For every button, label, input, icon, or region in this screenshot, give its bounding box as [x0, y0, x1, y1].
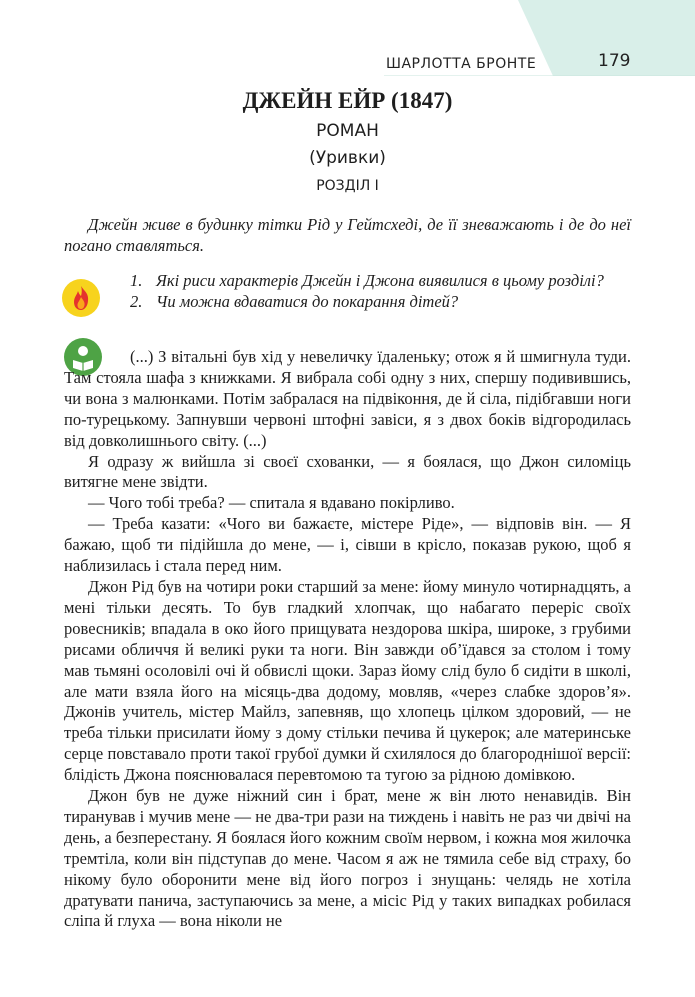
paragraph: Джон був не дуже ніжний син і брат, мене ж він люто ненавидів. Він тиранував і мучив мене — не два-три рази на тиждень і навіть не раз чи двічі на день, а безперестану. Я боялася його кожним своїм нервом, і кожна моя жилочка тремтіла, коли він підступав до мене. Часом я аж не тямила себе від страху, бо нікому було оборонити мене від його погроз і знущань: челядь не хотіла дратувати панича, заступаючись за мене, а місіс Рід у таких випадках робилася сліпа й глуха — вона ніколи не: [64, 786, 631, 931]
page-number: 179: [598, 51, 631, 71]
fire-icon: [62, 279, 100, 317]
question-item: [130, 271, 635, 291]
paragraph: Я одразу ж вийшла зі своєї схованки, — я боялася, що Джон силоміць витягне мене звідти.: [64, 451, 631, 492]
running-header-author: ШАРЛОТТА БРОНТЕ: [386, 56, 537, 72]
excerpt-text: [64, 347, 631, 932]
chapter-heading: РОЗДІЛ І: [316, 178, 379, 194]
paragraph: — Треба казати: «Чого ви бажаєте, містере Ріде», — відповів він. — Я бажаю, щоб ти підійшла до мене, — і, сівши в крісло, показав рукою, щоб я наблизилась і стала перед ним.: [64, 514, 631, 576]
paragraph: Джон Рід був на чотири роки старший за мене: йому минуло чотирнадцять, а мені тільки десять. То був гладкий хлопчак, що набагато переріс своїх ровесників; впадала в око його прищувата нездорова шкіра, широке, з грубими рисами обличчя й великі руки та ноги. Він завжди об’їдався за столом і тому мав тьмяні осоловілі очі й обвислі щоки. Зараз йому слід було б сидіти в школі, але мати взяла його на місяць-два додому, мовляв, «через слабке здоров’я». Джонів учитель, містер Майлз, запевняв, що хлопець цілком здоровий, — не треба тільки присилати йому з дому стільки печива й цукерок; але материнське серце повставало проти такої грубої думки й схилялося до благороднішої версії: блідість Джона пояснювалася перевтомою та тугою за рідною домівкою.: [64, 576, 631, 785]
chapter-summary: Джейн живе в будинку тітки Рід у Гейтсхеді, де її зневажають і де до неї погано ставляться.: [64, 215, 631, 255]
question-item: [130, 292, 635, 312]
page-header: [0, 0, 695, 76]
question-number: 2.: [130, 292, 143, 311]
header-band: [0, 0, 695, 76]
paragraph: — Чого тобі треба? — спитала я вдавано покірливо.: [88, 493, 455, 513]
question-text: Чи можна вдаватися до покарання дітей?: [156, 292, 459, 311]
question-list: [130, 271, 635, 313]
excerpt-note: (Уривки): [309, 148, 386, 168]
work-genre: РОМАН: [316, 121, 379, 141]
work-title: ДЖЕЙН ЕЙР (1847): [242, 88, 453, 113]
paragraph: (...) З вітальні був хід у невеличку їдаленьку; отож я й шмигнула туди. Там стояла шафа з книжками. Я вибрала собі одну з них, спершу подивившись, чи вона з малюнками. Потім забралася на підвіконня, де й сіла, підібгавши ноги по-турецькому. Запнувши червоні штофні завіси, я з двох боків відгородилась від довколишнього світу. (...): [64, 347, 631, 450]
question-number: 1.: [130, 271, 143, 290]
question-text: Які риси характерів Джейн і Джона виявилися в цьому розділі?: [156, 271, 604, 290]
